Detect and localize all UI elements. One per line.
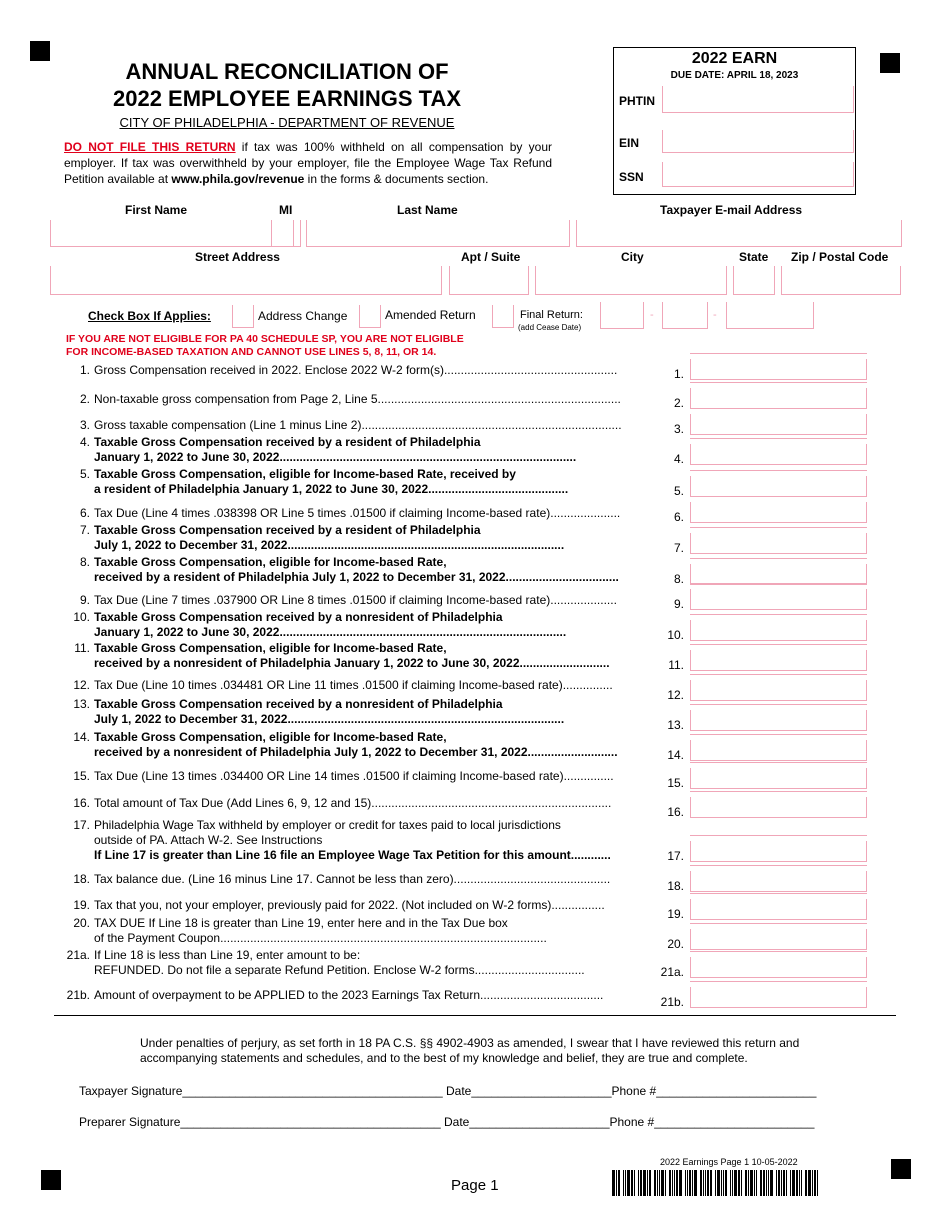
line-11 [74,641,610,671]
line-15 [73,769,614,784]
amount-field-line-13[interactable] [690,710,867,731]
barcode-bar [745,1170,747,1196]
final-return-checkbox[interactable] [492,305,514,328]
line-2 [79,392,621,407]
line-1 [79,363,618,378]
line-text: Amount of overpayment to be APPLIED to the 2023 Earnings Tax Return..................................... [94,988,604,1002]
barcode-bar [625,1170,626,1196]
line-14 [73,730,618,760]
box-line-number: 9. [673,597,684,611]
barcode-bar [786,1170,787,1196]
line-6 [79,506,621,521]
amount-field-line-10[interactable] [690,620,867,641]
line-number: 15. [73,769,90,783]
cease-year-field[interactable] [726,302,814,329]
notice-text-1: if tax was 100% withheld on all compensation by your employer. If tax was overwithheld by your employer, file the Employee Wage Tax Refund Petition available at [64,140,552,186]
barcode-bar [730,1170,731,1196]
barcode-bar [721,1170,722,1196]
box-line-number: 11. [668,658,684,672]
line-text: January 1, 2022 to June 30, 2022......................................................................................... [94,450,577,464]
barcode-bar [685,1170,686,1196]
street-field[interactable] [50,266,442,295]
barcode-bar [612,1170,615,1196]
line-9 [79,593,617,608]
line-text: Tax Due (Line 4 times .038398 OR Line 5 times .01500 if claiming Income-based rate)..................... [94,506,621,520]
mi-field[interactable] [271,220,301,247]
line-4 [79,435,577,465]
city-field[interactable] [535,266,727,295]
line-text: Tax balance due. (Line 16 minus Line 17. Cannot be less than zero)............................................... [94,872,611,886]
address-change-label: Address Change [258,309,348,323]
line-number: 20. [73,916,90,930]
notice-link[interactable]: www.phila.gov/revenue [171,172,305,186]
due-date: DUE DATE: APRIL 18, 2023 [670,70,799,81]
barcode-bar [766,1170,767,1196]
box-line-number: 14. [667,748,684,762]
line-text: outside of PA. Attach W-2. See Instructions [94,833,323,847]
phtin-field[interactable] [662,86,854,113]
line-number: 14. [73,730,90,744]
email-label: Taxpayer E-mail Address [660,203,803,217]
amount-field-line-4[interactable] [690,444,867,465]
barcode-bar [776,1170,777,1196]
cease-month-field[interactable] [600,302,644,329]
line-number: 18. [73,872,90,886]
barcode-bar [770,1170,773,1196]
line-number: 11. [74,641,90,655]
first-name-field[interactable] [50,220,294,247]
barcode-bar [672,1170,673,1196]
barcode-bar [738,1170,740,1196]
box-line-number: 2. [673,396,684,410]
line-number: 5. [79,467,90,481]
amount-field-line-2[interactable] [690,388,867,409]
line-7 [79,523,565,553]
barcode-bar [665,1170,666,1196]
barcode-bar [634,1170,635,1196]
line-number: 10. [73,610,90,624]
barcode-bar [647,1170,648,1196]
line-text: Taxable Gross Compensation, eligible for Income-based Rate, [94,730,447,744]
street-label: Street Address [195,250,280,264]
box-line-number: 12. [667,688,684,702]
amount-field-line-21b[interactable] [690,987,867,1008]
line-text: Non-taxable gross compensation from Page 2, Line 5......................................................................... [94,392,621,406]
final-return-label: Final Return: [520,309,583,321]
line-text: Taxable Gross Compensation, eligible for Income-based Rate, [94,641,447,655]
line-10 [73,610,567,640]
income-based-warning [66,333,464,359]
amount-field-line-6[interactable] [690,502,867,523]
amount-field-line-21a[interactable] [690,957,867,978]
box-line-number: 5. [673,484,684,498]
registration-mark-top-left [30,41,50,61]
line-text: Tax Due (Line 10 times .034481 OR Line 11 times .01500 if claiming Income-based rate)............... [94,678,613,692]
barcode-bar [687,1170,688,1196]
line-text: July 1, 2022 to December 31, 2022................................................................................... [94,712,565,726]
line-text: Taxable Gross Compensation received by a nonresident of Philadelphia [94,610,503,624]
barcode-bar [756,1170,757,1196]
barcode-bar [814,1170,816,1196]
warning-line-2: FOR INCOME-BASED TAXATION AND CANNOT USE LINES 5, 8, 11, OR 14. [66,346,437,358]
form-revision: 2022 Earnings Page 1 10-05-2022 [660,1157,798,1167]
barcode [612,1170,860,1196]
amended-return-label: Amended Return [385,308,476,322]
line-text: received by a nonresident of Philadelphia July 1, 2022 to December 31, 2022........................... [94,745,618,759]
line-number: 6. [79,506,90,520]
taxpayer-id-box [613,47,856,195]
line-12 [73,678,613,693]
form-year: 2022 EARN [691,50,778,67]
barcode-bar [638,1170,639,1196]
line-text: January 1, 2022 to June 30, 2022...................................................................................... [94,625,567,639]
preparer-signature-line[interactable]: Preparer Signature_______________________________________ Date_____________________Phone #________________________ [79,1115,815,1129]
box-line-number: 4. [673,452,684,466]
barcode-bar [649,1170,651,1196]
line-number: 9. [79,593,90,607]
amount-field-line-3[interactable] [690,414,867,435]
barcode-bar [725,1170,727,1196]
line-text: Taxable Gross Compensation, eligible for Income-based Rate, received by [94,467,516,481]
line-number: 21a. [66,948,90,962]
zip-label: Zip / Postal Code [791,250,889,264]
first-name-label: First Name [125,203,188,217]
notice-text-2: in the forms & documents section. [304,172,489,186]
line-number: 21b. [66,988,90,1002]
perjury-statement: Under penalties of perjury, as set forth in 18 PA C.S. §§ 4902-4903 as amended, I swear that I have reviewed this return and accompanying statements and schedules, and to the best of my knowledge and belief, they are true and complete. [140,1036,800,1065]
phtin-label: PHTIN [619,94,655,108]
line-text: Total amount of Tax Due (Add Lines 6, 9, 12 and 15)........................................................................ [94,796,612,810]
line-text: Tax that you, not your employer, previously paid for 2022. (Not included on W-2 forms)................ [94,898,605,912]
ssn-field[interactable] [662,162,854,187]
barcode-bar [623,1170,624,1196]
barcode-bar [792,1170,795,1196]
barcode-bar [707,1170,709,1196]
box-line-number: 1. [673,367,684,381]
barcode-bar [700,1170,702,1196]
line-number: 12. [73,678,90,692]
barcode-bar [754,1170,755,1196]
ein-label: EIN [619,136,640,150]
box-line-number: 21a. [660,965,684,979]
barcode-bar [669,1170,671,1196]
line-number: 7. [79,523,90,537]
line-21a [66,948,585,978]
filing-notice [64,139,552,187]
box-line-number: 19. [667,907,684,921]
barcode-bar [763,1170,765,1196]
barcode-bar [748,1170,749,1196]
amount-field-line-8[interactable] [690,564,867,585]
barcode-bar [783,1170,785,1196]
line-number: 17. [73,818,90,832]
amount-field-line-9[interactable] [690,589,867,610]
line-text: Taxable Gross Compensation received by a resident of Philadelphia [94,523,481,537]
apt-label: Apt / Suite [461,250,521,264]
barcode-bar [654,1170,656,1196]
barcode-bar [812,1170,813,1196]
barcode-bar [781,1170,782,1196]
line-text: July 1, 2022 to December 31, 2022................................................................................... [94,538,565,552]
amount-field-line-18[interactable] [690,871,867,892]
box-line-number: 15. [667,776,684,790]
last-name-label: Last Name [397,203,458,217]
amount-field-line-11[interactable] [690,650,867,671]
barcode-bar [768,1170,769,1196]
box-line-number: 20. [667,937,684,951]
department-subtitle: CITY OF PHILADELPHIA - DEPARTMENT OF REVENUE [119,115,455,130]
box-line-number: 16. [667,805,684,819]
registration-mark-bottom-right [891,1159,911,1179]
barcode-bar [715,1170,716,1196]
line-8 [79,555,619,585]
line-text: Gross taxable compensation (Line 1 minus Line 2).............................................................................. [94,418,622,432]
email-field[interactable] [576,220,902,247]
amount-field-line-20[interactable] [690,929,867,950]
line-3 [79,418,622,433]
barcode-bar [616,1170,617,1196]
warning-line-1: IF YOU ARE NOT ELIGIBLE FOR PA 40 SCHEDULE SP, YOU ARE NOT ELIGIBLE [66,333,464,345]
line-text: a resident of Philadelphia January 1, 2022 to June 30, 2022.......................................... [94,482,569,496]
barcode-bar [631,1170,633,1196]
amended-return-checkbox[interactable] [359,305,381,328]
barcode-bar [796,1170,798,1196]
line-text: Taxable Gross Compensation, eligible for Income-based Rate, [94,555,447,569]
barcode-bar [705,1170,706,1196]
barcode-bar [732,1170,733,1196]
line-text: received by a resident of Philadelphia July 1, 2022 to December 31, 2022.................................. [94,570,619,584]
line-text: Gross Compensation received in 2022. Enclose 2022 W-2 form(s).................................................... [94,363,618,377]
box-line-number: 18. [667,879,684,893]
box-line-number: 7. [673,541,684,555]
amount-field-line-17[interactable] [690,841,867,862]
barcode-bar [778,1170,780,1196]
state-field[interactable] [733,266,775,295]
amount-field-line-7[interactable] [690,533,867,554]
box-line-number: 17. [667,849,684,863]
notice-warning: DO NOT FILE THIS RETURN [64,140,236,154]
line-number: 13. [73,697,90,711]
registration-mark-top-right [880,53,900,73]
barcode-bar [659,1170,660,1196]
line-number: 4. [79,435,90,449]
barcode-bar [801,1170,802,1196]
barcode-bar [679,1170,682,1196]
line-text: Taxable Gross Compensation received by a nonresident of Philadelphia [94,697,503,711]
zip-field[interactable] [781,266,901,295]
line-21b [66,988,604,1003]
mi-label: MI [279,203,293,217]
city-label: City [621,250,644,264]
line-18 [73,872,611,887]
barcode-bar [817,1170,818,1196]
amount-field-line-15[interactable] [690,768,867,789]
cease-date-note: (add Cease Date) [518,323,582,332]
line-number: 3. [79,418,90,432]
amount-field-line-12[interactable] [690,680,867,701]
line-text: Philadelphia Wage Tax withheld by employer or credit for taxes paid to local jurisdictions [94,818,561,832]
line-19 [73,898,605,913]
barcode-bar [676,1170,678,1196]
line-text: REFUNDED. Do not file a separate Refund Petition. Enclose W-2 forms................................. [94,963,585,977]
amount-field-line-16[interactable] [690,797,867,818]
cease-day-field[interactable] [662,302,708,329]
line-number: 8. [79,555,90,569]
section-divider [54,1015,896,1016]
line-number: 19. [73,898,90,912]
barcode-bar [689,1170,691,1196]
barcode-bar [657,1170,658,1196]
form-title-line1: ANNUAL RECONCILIATION OF [125,59,449,84]
amount-field-line-1[interactable] [690,359,867,380]
amount-field-line-19[interactable] [690,899,867,920]
line-text: Taxable Gross Compensation received by a resident of Philadelphia [94,435,481,449]
state-label: State [739,250,769,264]
line-number: 2. [79,392,90,406]
cease-date-dash-1: - [650,309,654,321]
barcode-bar [661,1170,664,1196]
box-line-number: 6. [673,510,684,524]
form-title-line2: 2022 EMPLOYEE EARNINGS TAX [112,86,461,111]
line-number: 16. [73,796,90,810]
barcode-bar [750,1170,753,1196]
page-number: Page 1 [451,1177,499,1194]
barcode-bar [692,1170,693,1196]
line-20 [73,916,547,946]
line-number: 1. [79,363,90,377]
line-text: of the Payment Coupon.................................................................................................. [94,931,547,945]
barcode-bar [640,1170,642,1196]
line-text: TAX DUE If Line 18 is greater than Line 19, enter here and in the Tax Due box [94,916,508,930]
barcode-bar [799,1170,800,1196]
barcode-bar [723,1170,724,1196]
barcode-bar [627,1170,630,1196]
barcode-bar [618,1170,620,1196]
registration-mark-bottom-left [41,1170,61,1190]
address-change-checkbox[interactable] [232,305,254,328]
line-text: If Line 17 is greater than Line 16 file an Employee Wage Tax Petition for this amount............ [94,848,611,862]
ssn-label: SSN [619,170,644,184]
line-text: Tax Due (Line 7 times .037900 OR Line 8 times .01500 if claiming Income-based rate).................... [94,593,617,607]
barcode-bar [790,1170,791,1196]
ein-field[interactable] [662,130,854,153]
apt-field[interactable] [449,266,529,295]
line-16 [73,796,612,811]
barcode-bar [710,1170,712,1196]
amount-field-line-14[interactable] [690,740,867,761]
amount-field-line-5[interactable] [690,476,867,497]
barcode-bar [741,1170,742,1196]
cease-date-dash-2: - [713,309,717,321]
barcode-bar [734,1170,737,1196]
check-box-label: Check Box If Applies: [88,309,211,323]
barcode-bar [674,1170,675,1196]
barcode-bar [717,1170,720,1196]
box-line-number: 10. [667,628,684,642]
barcode-bar [703,1170,704,1196]
line-17 [73,818,611,863]
taxpayer-signature-line[interactable]: Taxpayer Signature_______________________________________ Date_____________________Phone #________________________ [79,1084,817,1098]
line-13 [73,697,565,727]
line-text: Tax Due (Line 13 times .034400 OR Line 14 times .01500 if claiming Income-based rate)............... [94,769,614,783]
barcode-bar [694,1170,697,1196]
line-5 [79,467,569,497]
barcode-bar [805,1170,807,1196]
barcode-bar [808,1170,811,1196]
line-text: If Line 18 is less than Line 19, enter amount to be: [94,948,361,962]
barcode-bar [760,1170,762,1196]
box-line-number: 21b. [660,995,684,1009]
box-line-number: 13. [667,718,684,732]
line-text: received by a nonresident of Philadelphia January 1, 2022 to June 30, 2022........................... [94,656,610,670]
box-line-number: 3. [673,422,684,436]
box-line-number: 8. [673,572,684,586]
barcode-bar [643,1170,646,1196]
last-name-field[interactable] [306,220,570,247]
